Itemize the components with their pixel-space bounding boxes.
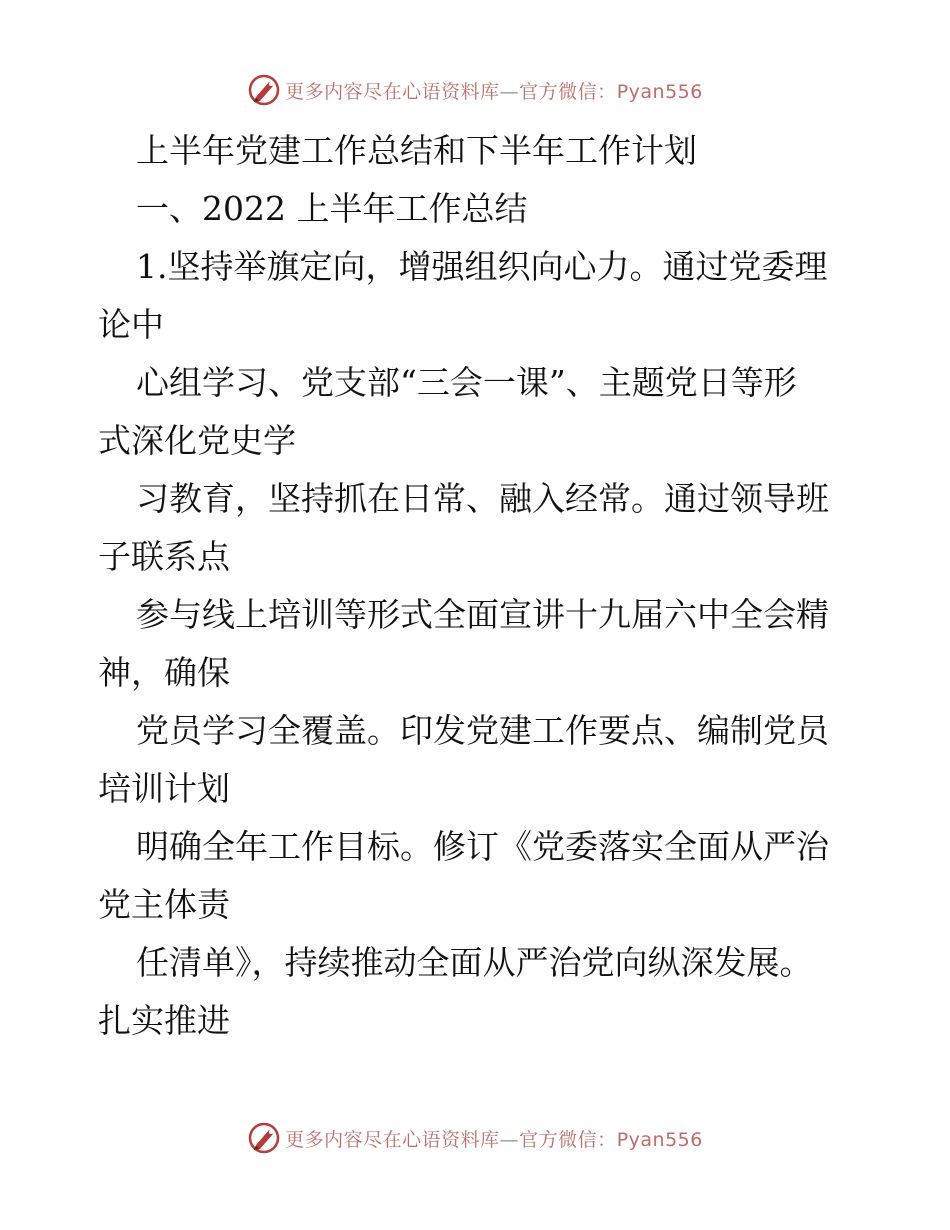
watermark-text <box>285 77 703 104</box>
logo-pen-icon <box>247 73 281 107</box>
text-line: 党主体责 <box>98 885 230 924</box>
section-heading: 一、2022 上半年工作总结 <box>136 189 528 228</box>
logo-pen-icon <box>247 1121 281 1155</box>
watermark-separator: — <box>499 80 520 103</box>
watermark-site: 更多内容尽在心语资料库 <box>285 1128 500 1151</box>
text-line: 式深化党史学 <box>98 421 296 460</box>
text-line: 心组学习、党支部“三会一课”、主题党日等形 <box>136 363 797 402</box>
watermark-text <box>285 1125 703 1152</box>
document-title: 上半年党建工作总结和下半年工作计划 <box>136 131 697 170</box>
watermark-site: 更多内容尽在心语资料库 <box>285 80 500 103</box>
text-line: 子联系点 <box>98 537 230 576</box>
document-body <box>98 122 858 1050</box>
watermark-separator: — <box>499 1128 520 1151</box>
text-line: 明确全年工作目标。修订《党委落实全面从严治 <box>136 827 829 866</box>
text-line: 1.坚持举旗定向，增强组织向心力。通过党委理 <box>136 247 828 286</box>
text-line: 党员学习全覆盖。印发党建工作要点、编制党员 <box>136 711 829 750</box>
footer-watermark-banner <box>0 1118 950 1158</box>
header-watermark-banner <box>0 70 950 110</box>
watermark-label: 官方微信： <box>519 80 617 103</box>
text-line: 论中 <box>98 305 164 344</box>
watermark-label: 官方微信： <box>519 1128 617 1151</box>
watermark-wechat-id: Pyan556 <box>616 80 703 103</box>
text-line: 参与线上培训等形式全面宣讲十九届六中全会精 <box>136 595 829 634</box>
text-line: 神，确保 <box>98 653 230 692</box>
text-line: 扎实推进 <box>98 1001 230 1040</box>
text-line: 习教育，坚持抓在日常、融入经常。通过领导班 <box>136 479 829 518</box>
text-line: 任清单》，持续推动全面从严治党向纵深发展。 <box>136 943 813 982</box>
text-line: 培训计划 <box>98 769 230 808</box>
watermark-wechat-id: Pyan556 <box>616 1128 703 1151</box>
